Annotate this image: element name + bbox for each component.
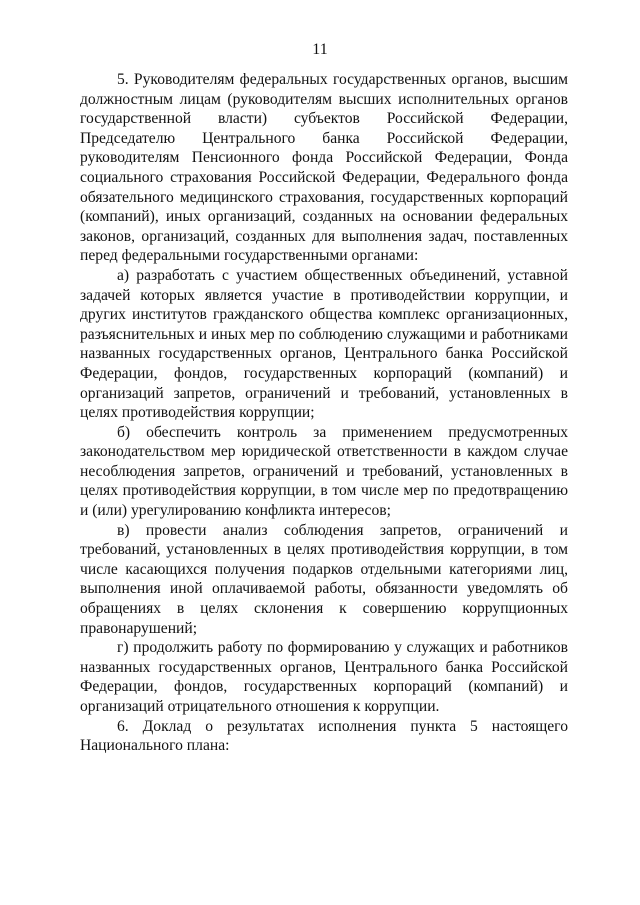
paragraph-item-5: 5. Руководителям федеральных государственных органов, высшим должностным лицам (руководителям высших исполнительных органов государственной власти) субъектов Российской Федерации, Председателю Центрального банка Российской Федерации, руководителям Пенсионного фонда Российской Федерации, Фонда социального страхования Российской Федерации, Федерального фонда обязательного медицинского страхования, государственных корпораций (компаний), иных организаций, созданных на основании федеральных законов, организаций, созданных для выполнения задач, поставленных перед федеральными государственными органами: <box>80 71 568 265</box>
paragraph-item-6: 6. Доклад о результатах исполнения пункта 5 настоящего Национального плана: <box>80 717 568 755</box>
document-body <box>80 70 568 756</box>
page-number: 11 <box>312 41 328 58</box>
paragraph-subitem-v: в) провести анализ соблюдения запретов, ограничений и требований, установленных в целях противодействия коррупции, в том числе касающихся получения подарков отдельными категориями лиц, выполнения иной оплачиваемой работы, обязанности уведомлять об обращениях в целях склонения к совершению коррупционных правонарушений; <box>80 521 568 637</box>
paragraph-subitem-b: б) обеспечить контроль за применением предусмотренных законодательством мер юридической ответственности в каждом случае несоблюдения запретов, ограничений и требований, установленных в целях противодействия коррупции, в том числе мер по предотвращению и (или) урегулированию конфликта интересов; <box>80 423 568 520</box>
paragraph-subitem-g: г) продолжить работу по формированию у служащих и работников названных государственных органов, Центрального банка Российской Федерации, фондов, государственных корпораций (компаний) и организаций отрицательного отношения к коррупции. <box>80 639 568 715</box>
paragraph-subitem-a: а) разработать с участием общественных объединений, уставной задачей которых является участие в противодействии коррупции, и других институтов гражданского общества комплекс организационных, разъяснительных и иных мер по соблюдению служащими и работниками названных государственных органов, Центрального банка Российской Федерации, фондов, государственных корпораций (компаний) и организаций запретов, ограничений и требований, установленных в целях противодействия коррупции; <box>80 266 568 422</box>
